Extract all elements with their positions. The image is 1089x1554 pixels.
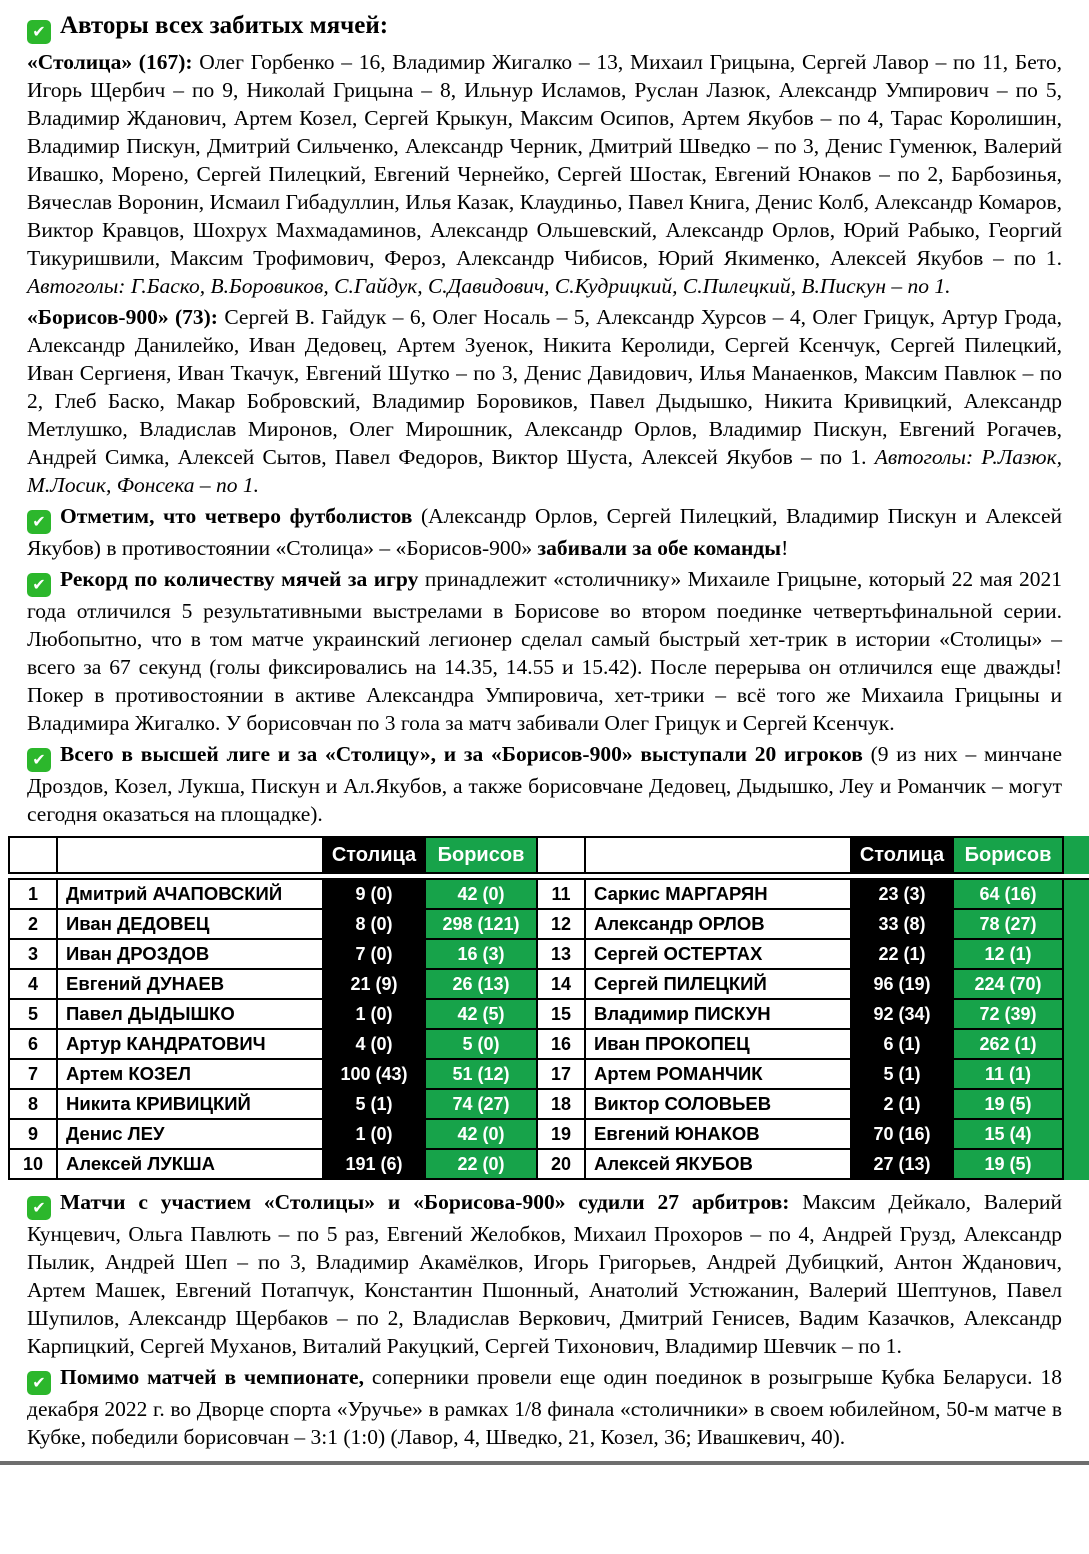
header-borisov-right: Борисов [952, 836, 1064, 874]
player-name-cell: Павел ДЫДЫШКО [56, 1000, 322, 1030]
header-stolitsa-right: Столица [850, 836, 952, 874]
rank-cell: 19 [536, 1120, 584, 1150]
normal-text: принадлежит «столичнику» Михаиле Грицыне, который 22 мая 2021 года отличился 5 результативными выстрелами в Борисове во втором поединке четвертьфинальной серии. Любопытно, что в том матче украинский легионер сделал самый быстрый хет-трик в истории «Столицы» – всего за 67 секунд (голы фиксировались на 14.35, 14.55 и 15.42). После перерыва он отличился еще дважды! Покер в противостоянии в активе Александра Умпировича, хет-трики – всё того же Михаила Грицыны и Владимира Жигалко. У борисовчан по 3 гола за матч забивали Олег Грицук и Сергей Ксенчук. [27, 567, 1062, 735]
table-row [8, 1090, 1089, 1120]
rank-cell: 4 [8, 970, 56, 1000]
check-icon: ✔ [27, 20, 51, 44]
borisov-value-cell: 19 (5) [952, 1090, 1064, 1120]
header-empty-cell [8, 836, 56, 874]
header-empty-cell [584, 836, 850, 874]
borisov-value-cell: 51 (12) [424, 1060, 536, 1090]
player-name-cell: Артем РОМАНЧИК [584, 1060, 850, 1090]
player-name-cell: Дмитрий АЧАПОВСКИЙ [56, 878, 322, 910]
normal-text: соперники провели еще один поединок в розыгрыше Кубка Беларуси. 18 декабря 2022 г. во Дворце спорта «Уручье» в рамках 1/8 финала «столичники» в своем юбилейном, 50-м матче в Кубке, победили борисовчан – 3:1 (1:0) (Лавор, 4, Шведко, 21, Козел, 36; Ивашкевич, 40). [27, 1365, 1062, 1449]
players-table-wrap [8, 836, 1089, 1180]
player-name-cell: Виктор СОЛОВЬЕВ [584, 1090, 850, 1120]
stolitsa-value-cell: 27 (13) [850, 1150, 952, 1180]
bold-text: Помимо матчей в чемпионате, [60, 1365, 372, 1389]
bold-text: забивали за обе команды [537, 536, 782, 560]
article-content-bottom [27, 1188, 1062, 1451]
stolitsa-value-cell: 23 (3) [850, 878, 952, 910]
normal-text: Максим Дейкало, Валерий Кунцевич, Ольга Павлють – по 5 раз, Евгений Желобков, Михаил Прохоров – по 4, Андрей Грузд, Александр Пылик, Андрей Шеп – по 3, Владимир Акамёлков, Игорь Григорьев, Андрей Дубицкий, Антон Жданович, Артем Машек, Евгений Потапчук, Константин Пшонный, Анатолий Устюжанин, Валерий Шептунов, Павел Шупилов, Александр Щербаков – по 2, Владислав Веркович, Дмитрий Генисев, Вадим Казачков, Александр Карпицкий, Сергей Муханов, Виталий Ракуцкий, Сергей Тихонович, Владимир Шевчик – по 1. [27, 1190, 1062, 1358]
table-edge-strip [1064, 910, 1089, 940]
stolitsa-value-cell: 6 (1) [850, 1030, 952, 1060]
stolitsa-value-cell: 2 (1) [850, 1090, 952, 1120]
normal-text: (Александр Орлов, Сергей Пилецкий, Владимир Пискун и Алексей Якубов) в противостоянии «Столица» – «Борисов-900» [27, 504, 1062, 560]
paragraph [27, 1363, 1062, 1451]
rank-cell: 17 [536, 1060, 584, 1090]
table-row [8, 910, 1089, 940]
table-row [8, 1120, 1089, 1150]
player-name-cell: Саркис МАРГАРЯН [584, 878, 850, 910]
borisov-value-cell: 42 (5) [424, 1000, 536, 1030]
bold-text: Всего в высшей лиге и за «Столицу», и за «Борисов-900» выступали 20 игроков [60, 742, 871, 766]
table-row [8, 1000, 1089, 1030]
player-name-cell: Иван ДРОЗДОВ [56, 940, 322, 970]
normal-text: Олег Горбенко – 16, Владимир Жигалко – 13, Михаил Грицына, Сергей Лавор – по 11, Бето, Игорь Щербич – по 9, Николай Грицына – 8, Ильнур Исламов, Руслан Лазюк, Александр Умпирович – по 5, Владимир Жданович, Артем Козел, Сергей Крыкун, Максим Осипов, Артем Якубов – по 4, Тарас Королишин, Владимир Пискун, Дмитрий Сильченко, Александр Черник, Дмитрий Шведко – по 3, Денис Гуменюк, Валерий Ивашко, Морено, Сергей Пилецкий, Евгений Чернейко, Сергей Шостак, Евгений Юнаков – по 2, Барбозинья, Вячеслав Воронин, Исмаил Гибадуллин, Илья Казак, Клаудиньо, Павел Книга, Денис Колб, Александр Комаров, Виктор Кравцов, Шохрух Махмадаминов, Александр Ольшевский, Александр Орлов, Юрий Рабыко, Георгий Тикуришвили, Максим Трофимович, Фероз, Александр Чибисов, Юрий Якименко, Алексей Якубов – по 1. [27, 50, 1062, 270]
table-edge-strip [1064, 1150, 1089, 1180]
borisov-value-cell: 16 (3) [424, 940, 536, 970]
section-heading [27, 12, 1062, 44]
borisov-value-cell: 26 (13) [424, 970, 536, 1000]
paragraph [27, 565, 1062, 737]
table-edge-strip [1064, 970, 1089, 1000]
check-icon: ✔ [27, 748, 51, 772]
bold-text: Матчи с участием «Столицы» и «Борисова-900» судили 27 арбитров: [60, 1190, 803, 1214]
borisov-value-cell: 15 (4) [952, 1120, 1064, 1150]
player-name-cell: Алексей ЯКУБОВ [584, 1150, 850, 1180]
heading-text: Авторы всех забитых мячей: [60, 12, 389, 39]
stolitsa-value-cell: 5 (1) [850, 1060, 952, 1090]
rank-cell: 1 [8, 878, 56, 910]
borisov-value-cell: 22 (0) [424, 1150, 536, 1180]
table-edge-strip [1064, 878, 1089, 910]
normal-text: Сергей В. Гайдук – 6, Олег Носаль – 5, Александр Хурсов – 4, Олег Грицук, Артур Грода, Александр Данилейко, Иван Дедовец, Артем Зуенок, Никита Керолиди, Сергей Ксенчук, Сергей Пилецкий, Иван Сергиеня, Иван Ткачук, Евгений Шутко – по 3, Денис Давидович, Илья Манаенков, Максим Павлюк – по 2, Глеб Баско, Макар Бобровский, Владимир Боровиков, Павел Дыдышко, Никита Кривицкий, Александр Метлушко, Владислав Миронов, Олег Мирошник, Александр Орлов, Владимир Пискун, Евгений Рогачев, Андрей Симка, Алексей Сытов, Павел Федоров, Виктор Шуста, Алексей Якубов – по 1. [27, 305, 1062, 469]
table-row [8, 1030, 1089, 1060]
borisov-value-cell: 262 (1) [952, 1030, 1064, 1060]
player-name-cell: Александр ОРЛОВ [584, 910, 850, 940]
stolitsa-value-cell: 70 (16) [850, 1120, 952, 1150]
stolitsa-value-cell: 22 (1) [850, 940, 952, 970]
rank-cell: 14 [536, 970, 584, 1000]
check-icon: ✔ [27, 510, 51, 534]
paragraph [27, 502, 1062, 562]
borisov-value-cell: 224 (70) [952, 970, 1064, 1000]
rank-cell: 12 [536, 910, 584, 940]
italic-text: Автоголы: Г.Баско, В.Боровиков, С.Гайдук, С.Давидович, С.Кудрицкий, С.Пилецкий, В.Пискун – по 1. [27, 274, 951, 298]
rank-cell: 9 [8, 1120, 56, 1150]
borisov-value-cell: 12 (1) [952, 940, 1064, 970]
rank-cell: 8 [8, 1090, 56, 1120]
table-header-row [8, 836, 1089, 874]
bold-text: Отметим, что четверо футболистов [60, 504, 421, 528]
players-goals-table [8, 836, 1089, 1180]
stolitsa-value-cell: 5 (1) [322, 1090, 424, 1120]
player-name-cell: Сергей ОСТЕРТАХ [584, 940, 850, 970]
bold-text: Рекорд по количеству мячей за игру [60, 567, 425, 591]
rank-cell: 10 [8, 1150, 56, 1180]
table-row [8, 940, 1089, 970]
borisov-value-cell: 19 (5) [952, 1150, 1064, 1180]
table-edge-strip [1064, 1030, 1089, 1060]
paragraph [27, 303, 1062, 499]
header-empty-cell [56, 836, 322, 874]
check-icon: ✔ [27, 1371, 51, 1395]
rank-cell: 5 [8, 1000, 56, 1030]
check-icon: ✔ [27, 1196, 51, 1220]
header-borisov-left: Борисов [424, 836, 536, 874]
stolitsa-value-cell: 7 (0) [322, 940, 424, 970]
header-empty-cell [536, 836, 584, 874]
rank-cell: 18 [536, 1090, 584, 1120]
paragraph [27, 48, 1062, 300]
table-edge-strip [1064, 836, 1089, 874]
normal-text: (9 из них – минчане Дроздов, Козел, Лукша, Пискун и Ал.Якубов, а также борисовчане Дедовец, Дыдышко, Леу и Романчик – могут сегодня оказаться на площадке). [27, 742, 1062, 826]
borisov-value-cell: 11 (1) [952, 1060, 1064, 1090]
stolitsa-value-cell: 191 (6) [322, 1150, 424, 1180]
table-edge-strip [1064, 1060, 1089, 1090]
rank-cell: 2 [8, 910, 56, 940]
bold-text: «Столица» (167): [27, 50, 200, 74]
player-name-cell: Сергей ПИЛЕЦКИЙ [584, 970, 850, 1000]
table-row [8, 1060, 1089, 1090]
player-name-cell: Алексей ЛУКША [56, 1150, 322, 1180]
stolitsa-value-cell: 1 (0) [322, 1120, 424, 1150]
stolitsa-value-cell: 9 (0) [322, 878, 424, 910]
rank-cell: 3 [8, 940, 56, 970]
borisov-value-cell: 42 (0) [424, 1120, 536, 1150]
normal-text: ! [781, 536, 789, 560]
player-name-cell: Владимир ПИСКУН [584, 1000, 850, 1030]
table-row [8, 1150, 1089, 1180]
borisov-value-cell: 74 (27) [424, 1090, 536, 1120]
stolitsa-value-cell: 92 (34) [850, 1000, 952, 1030]
stolitsa-value-cell: 96 (19) [850, 970, 952, 1000]
table-edge-strip [1064, 940, 1089, 970]
player-name-cell: Иван ДЕДОВЕЦ [56, 910, 322, 940]
rank-cell: 11 [536, 878, 584, 910]
player-name-cell: Никита КРИВИЦКИЙ [56, 1090, 322, 1120]
table-row [8, 970, 1089, 1000]
stolitsa-value-cell: 1 (0) [322, 1000, 424, 1030]
stolitsa-value-cell: 4 (0) [322, 1030, 424, 1060]
stolitsa-value-cell: 8 (0) [322, 910, 424, 940]
table-row [8, 878, 1089, 910]
borisov-value-cell: 78 (27) [952, 910, 1064, 940]
rank-cell: 20 [536, 1150, 584, 1180]
italic-text: Автоголы: Р.Лазюк, М.Лосик, Фонсека – по 1. [27, 445, 1062, 497]
header-stolitsa-left: Столица [322, 836, 424, 874]
borisov-value-cell: 298 (121) [424, 910, 536, 940]
paragraph [27, 1188, 1062, 1360]
article-content-top [27, 48, 1062, 828]
table-edge-strip [1064, 1000, 1089, 1030]
paragraph [27, 740, 1062, 828]
borisov-value-cell: 64 (16) [952, 878, 1064, 910]
cropped-next-block-edge [0, 1461, 1089, 1465]
player-name-cell: Денис ЛЕУ [56, 1120, 322, 1150]
rank-cell: 6 [8, 1030, 56, 1060]
borisov-value-cell: 72 (39) [952, 1000, 1064, 1030]
player-name-cell: Артем КОЗЕЛ [56, 1060, 322, 1090]
rank-cell: 7 [8, 1060, 56, 1090]
stolitsa-value-cell: 21 (9) [322, 970, 424, 1000]
table-edge-strip [1064, 1120, 1089, 1150]
player-name-cell: Иван ПРОКОПЕЦ [584, 1030, 850, 1060]
bold-text: «Борисов-900» (73): [27, 305, 225, 329]
rank-cell: 15 [536, 1000, 584, 1030]
stolitsa-value-cell: 100 (43) [322, 1060, 424, 1090]
player-name-cell: Евгений ЮНАКОВ [584, 1120, 850, 1150]
rank-cell: 16 [536, 1030, 584, 1060]
stolitsa-value-cell: 33 (8) [850, 910, 952, 940]
table-edge-strip [1064, 1090, 1089, 1120]
player-name-cell: Евгений ДУНАЕВ [56, 970, 322, 1000]
borisov-value-cell: 42 (0) [424, 878, 536, 910]
rank-cell: 13 [536, 940, 584, 970]
check-icon: ✔ [27, 573, 51, 597]
borisov-value-cell: 5 (0) [424, 1030, 536, 1060]
player-name-cell: Артур КАНДРАТОВИЧ [56, 1030, 322, 1060]
